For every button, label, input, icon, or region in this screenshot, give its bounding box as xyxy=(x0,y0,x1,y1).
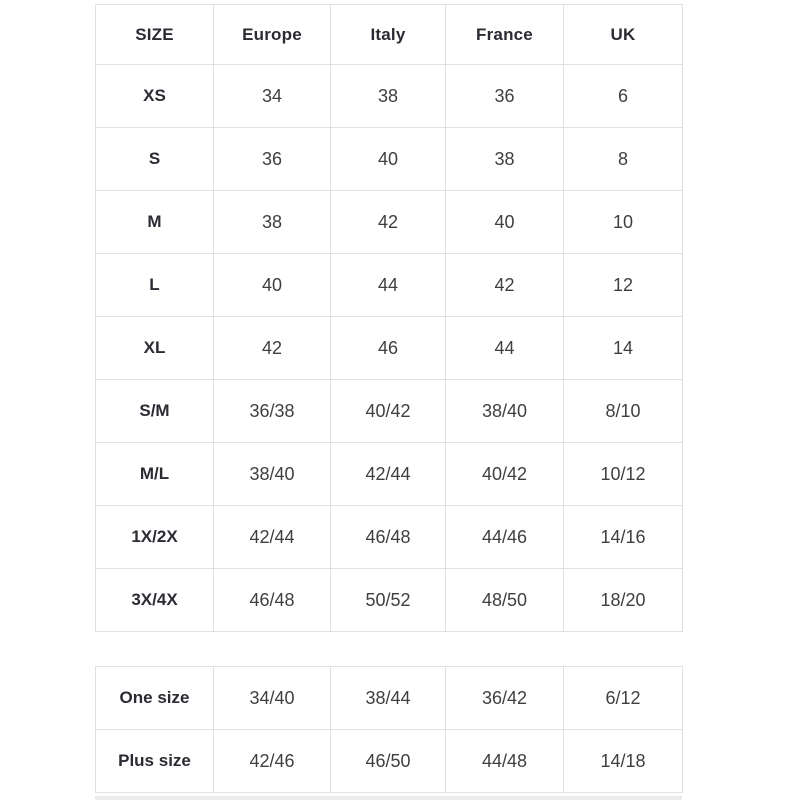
size-label-cell: XS xyxy=(96,65,214,128)
france-cell: 40 xyxy=(446,191,564,254)
europe-cell: 34/40 xyxy=(214,667,331,730)
france-cell: 44/48 xyxy=(446,730,564,793)
italy-cell: 42/44 xyxy=(331,443,446,506)
uk-cell: 12 xyxy=(564,254,683,317)
table-row xyxy=(96,65,683,128)
france-cell: 36 xyxy=(446,65,564,128)
column-header-europe: Europe xyxy=(214,5,331,65)
uk-cell: 8 xyxy=(564,128,683,191)
table-row xyxy=(96,191,683,254)
europe-cell: 40 xyxy=(214,254,331,317)
table-row xyxy=(96,443,683,506)
italy-cell: 42 xyxy=(331,191,446,254)
size-conversion-table-container xyxy=(95,4,683,632)
uk-cell: 10 xyxy=(564,191,683,254)
france-cell: 42 xyxy=(446,254,564,317)
size-label-cell: Plus size xyxy=(96,730,214,793)
france-cell: 38 xyxy=(446,128,564,191)
france-cell: 48/50 xyxy=(446,569,564,632)
italy-cell: 40/42 xyxy=(331,380,446,443)
france-cell: 36/42 xyxy=(446,667,564,730)
size-label-cell: L xyxy=(96,254,214,317)
table-row xyxy=(96,667,683,730)
size-label-cell: M/L xyxy=(96,443,214,506)
uk-cell: 14/16 xyxy=(564,506,683,569)
italy-cell: 46 xyxy=(331,317,446,380)
france-cell: 44/46 xyxy=(446,506,564,569)
europe-cell: 42 xyxy=(214,317,331,380)
italy-cell: 46/48 xyxy=(331,506,446,569)
uk-cell: 6/12 xyxy=(564,667,683,730)
size-label-cell: M xyxy=(96,191,214,254)
europe-cell: 38 xyxy=(214,191,331,254)
table-row xyxy=(96,506,683,569)
size-label-cell: One size xyxy=(96,667,214,730)
italy-cell: 50/52 xyxy=(331,569,446,632)
europe-cell: 42/46 xyxy=(214,730,331,793)
one-size-table-container xyxy=(95,666,683,793)
column-header-italy: Italy xyxy=(331,5,446,65)
size-label-cell: S/M xyxy=(96,380,214,443)
column-header-france: France xyxy=(446,5,564,65)
france-cell: 40/42 xyxy=(446,443,564,506)
table-row xyxy=(96,380,683,443)
table-row xyxy=(96,730,683,793)
europe-cell: 36/38 xyxy=(214,380,331,443)
italy-cell: 40 xyxy=(331,128,446,191)
uk-cell: 18/20 xyxy=(564,569,683,632)
table-row xyxy=(96,569,683,632)
italy-cell: 46/50 xyxy=(331,730,446,793)
europe-cell: 46/48 xyxy=(214,569,331,632)
size-label-cell: XL xyxy=(96,317,214,380)
uk-cell: 10/12 xyxy=(564,443,683,506)
italy-cell: 38/44 xyxy=(331,667,446,730)
column-header-uk: UK xyxy=(564,5,683,65)
size-label-cell: 1X/2X xyxy=(96,506,214,569)
italy-cell: 38 xyxy=(331,65,446,128)
size-conversion-table xyxy=(95,4,683,632)
size-label-cell: S xyxy=(96,128,214,191)
one-size-plus-size-table xyxy=(95,666,683,793)
uk-cell: 6 xyxy=(564,65,683,128)
column-header-size: SIZE xyxy=(96,5,214,65)
europe-cell: 42/44 xyxy=(214,506,331,569)
size-label-cell: 3X/4X xyxy=(96,569,214,632)
uk-cell: 14 xyxy=(564,317,683,380)
france-cell: 38/40 xyxy=(446,380,564,443)
uk-cell: 8/10 xyxy=(564,380,683,443)
france-cell: 44 xyxy=(446,317,564,380)
table-row xyxy=(96,254,683,317)
europe-cell: 38/40 xyxy=(214,443,331,506)
uk-cell: 14/18 xyxy=(564,730,683,793)
cutoff-element-edge xyxy=(95,796,682,800)
italy-cell: 44 xyxy=(331,254,446,317)
europe-cell: 34 xyxy=(214,65,331,128)
europe-cell: 36 xyxy=(214,128,331,191)
table-row xyxy=(96,317,683,380)
header-row xyxy=(96,5,683,65)
table-row xyxy=(96,128,683,191)
